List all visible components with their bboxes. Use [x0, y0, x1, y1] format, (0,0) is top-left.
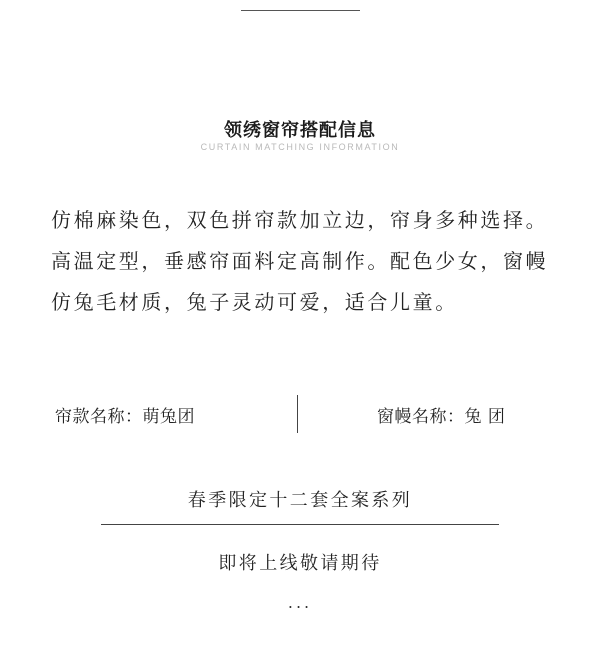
product-description: 仿棉麻染色，双色拼帘款加立边，帘身多种选择。高温定型，垂感帘面料定高制作。配色少女，窗幔仿兔毛材质，兔子灵动可爱，适合儿童。 — [51, 208, 549, 314]
ellipsis: ... — [287, 593, 313, 612]
series-divider — [101, 524, 499, 525]
valance-name: 窗幔名称：兔 团 — [377, 407, 506, 427]
names-divider — [297, 395, 298, 433]
series-title: 春季限定十二套全案系列 — [187, 490, 413, 511]
top-divider — [241, 10, 360, 11]
section-subtitle: CURTAIN MATCHING INFORMATION — [200, 142, 400, 152]
section-title: 领绣窗帘搭配信息 — [224, 120, 376, 141]
curtain-name: 帘款名称：萌兔团 — [55, 407, 195, 427]
coming-soon-text: 即将上线敬请期待 — [218, 553, 382, 574]
